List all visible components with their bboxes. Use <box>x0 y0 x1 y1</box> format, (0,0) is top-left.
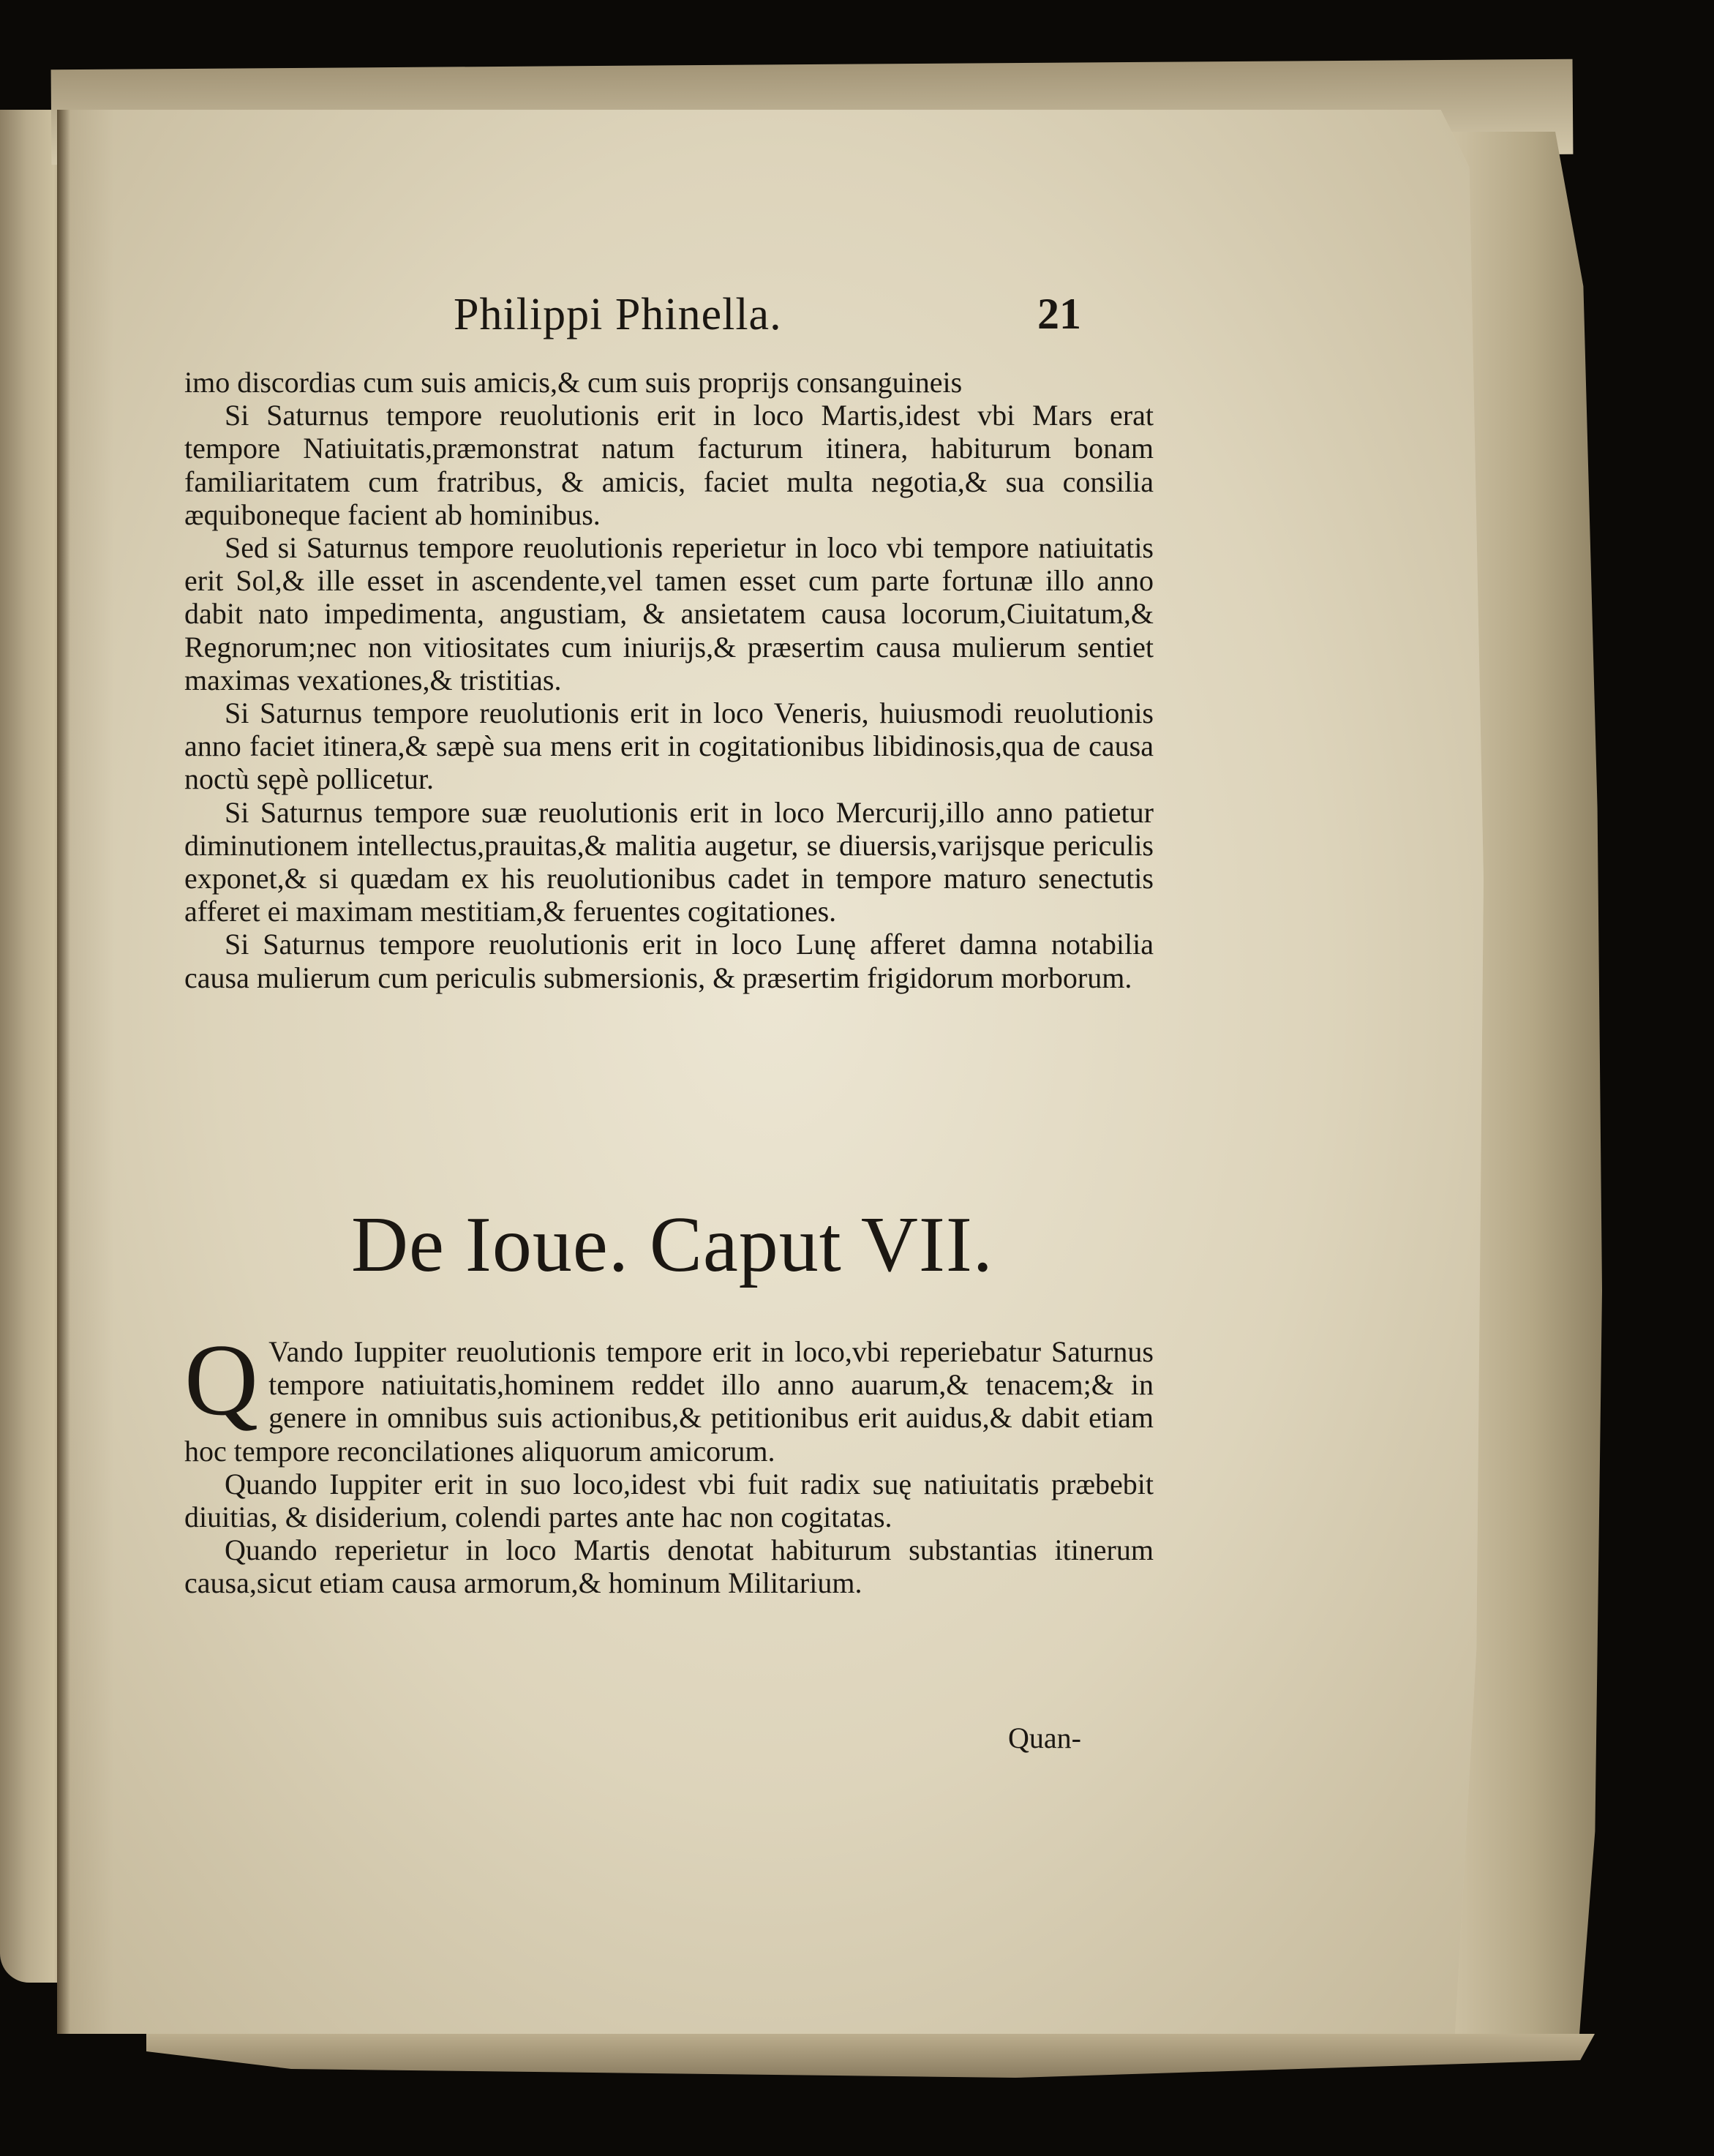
paragraph: Quando reperietur in loco Martis denotat habiturum substantias itinerum causa,sicut etiam causa armorum,& hominum Militarium. <box>184 1533 1154 1600</box>
chapter-first-paragraph-text: Vando Iuppiter reuolutionis tempore erit in loco,vbi reperiebatur Saturnus tempore natiuitatis,hominem reddet illo anno auarum,& tenacem;& in genere in omnibus suis actionibus,& petitionibus erit auidus,& dabit etiam hoc tempore reconcilationes aliquorum amicorum. <box>184 1335 1154 1468</box>
chapter-body <box>184 1323 1154 1600</box>
chapter-first-paragraph <box>184 1323 1154 1468</box>
catchword: Quan- <box>1008 1721 1081 1754</box>
page-number: 21 <box>1037 290 1081 338</box>
paragraph: imo discordias cum suis amicis,& cum suis proprijs consanguineis <box>184 366 963 399</box>
body-text <box>184 366 1154 994</box>
drop-capital: Q <box>184 1323 259 1437</box>
paragraph: Si Saturnus tempore reuolutionis erit in loco Lunę afferet damna notabilia causa mulierum cum periculis submersionis, & præsertim frigidorum morborum. <box>184 928 1154 994</box>
running-head: Philippi Phinella. <box>454 290 782 339</box>
paragraph: Quando Iuppiter erit in suo loco,idest vbi fuit radix suę natiuitatis præbebit diuitias, & disiderium, colendi partes ante hac non cogitatas. <box>184 1467 1154 1534</box>
chapter-heading: De Ioue. Caput VII. <box>351 1201 993 1288</box>
paragraph: Sed si Saturnus tempore reuolutionis reperietur in loco vbi tempore natiuitatis erit Sol,& ille esset in ascendente,vel tamen esset cum parte fortunæ illo anno dabit nato impedimenta, angustiam, & ansietatem causa locorum,Ciuitatum,& Regnorum;nec non vitiositates cum iniurijs,& præsertim causa mulierum sentiet maximas vexationes,& tristitias. <box>184 531 1154 696</box>
bottom-page-edge <box>146 2034 1595 2078</box>
paragraph: Si Saturnus tempore reuolutionis erit in loco Veneris, huiusmodi reuolutionis anno faciet itinera,& sæpè sua mens erit in cogitationibus libidinosis,qua de causa noctù sępè pollicetur. <box>184 696 1154 796</box>
paragraph: Si Saturnus tempore reuolutionis erit in loco Martis,idest vbi Mars erat tempore Natiuitatis,præmonstrat natum facturum itinera, habiturum bonam familiaritatem cum fratribus, & amicis, faciet multa negotia,& sua consilia æquiboneque facient ab hominibus. <box>184 399 1154 531</box>
page-gutter <box>57 110 70 2034</box>
paragraph: Si Saturnus tempore suæ reuolutionis erit in loco Mercurij,illo anno patietur diminutionem intellectus,prauitas,& malitia augetur, se diuersis,varijsque periculis exponet,& si quædam ex his reuolutionibus cadet in tempore maturo senectutis afferet ei maximam mestitiam,& feruentes cogitationes. <box>184 795 1154 928</box>
